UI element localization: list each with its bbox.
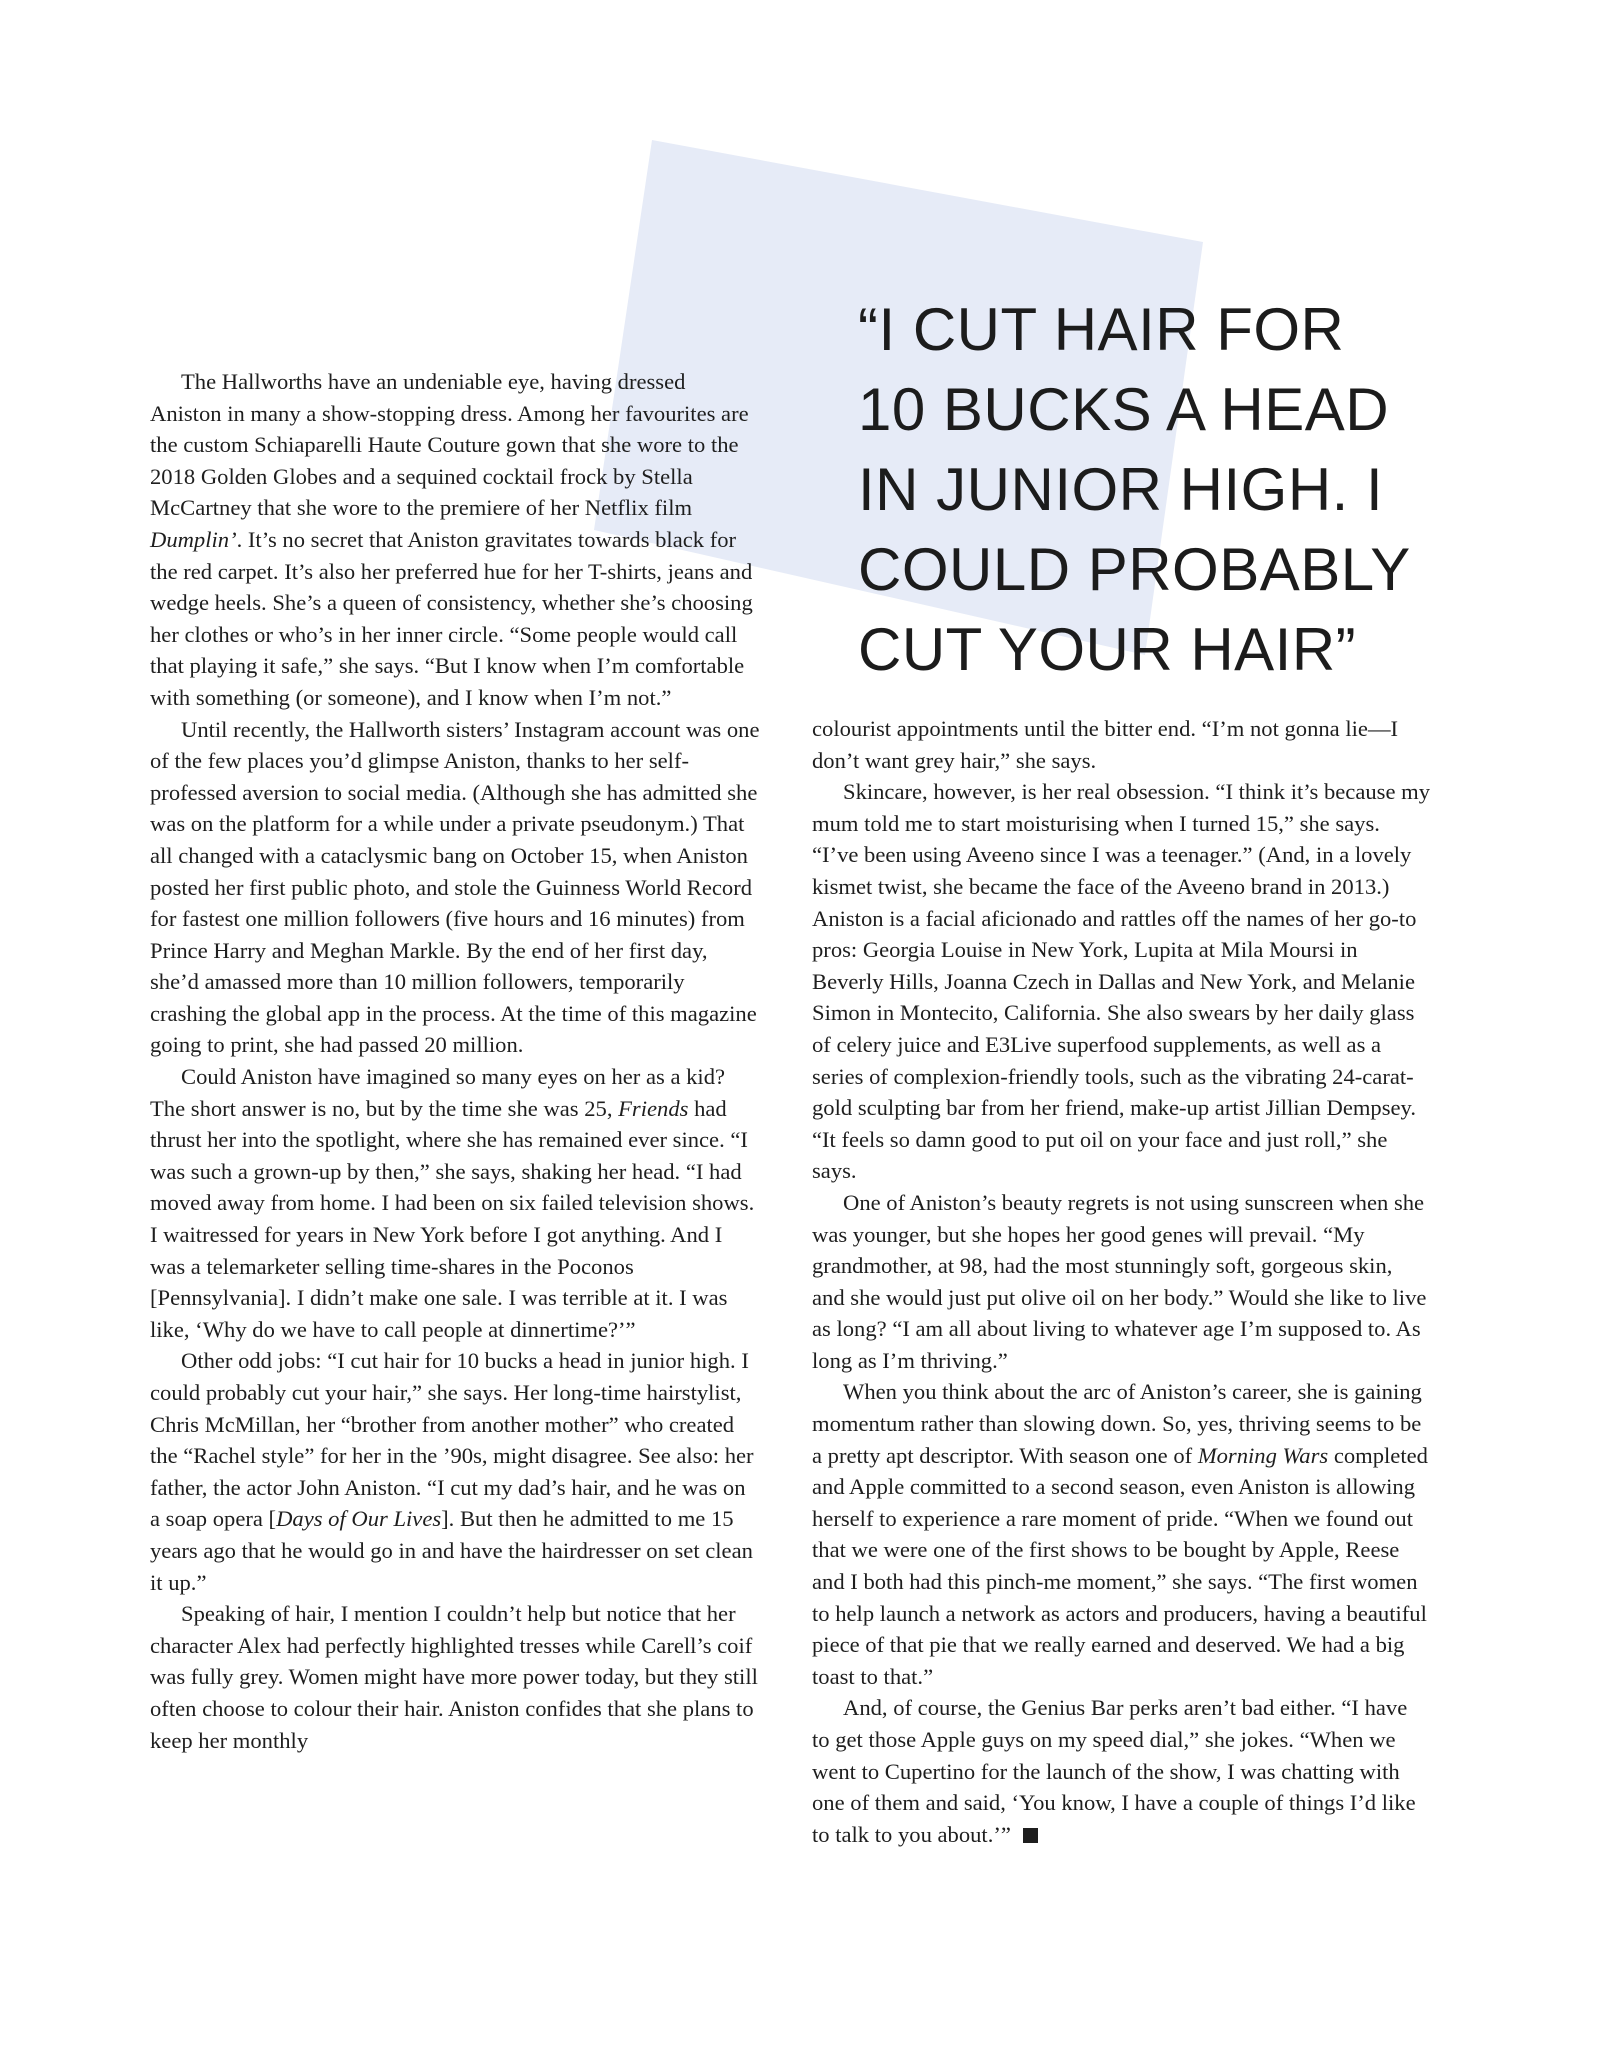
text-run: . It’s no secret that Aniston gravitates towards black for the red carpet. It’s also her preferred hue for her T-shirts, jeans and wedge heels. She’s a queen of consistency, whether she’s choosing her clothes or who’s in her inner circle. “Some people would call that playing it safe,” she says. “But I know when I’m comfortable with something (or someone), and I know when I’m not.” xyxy=(150,526,753,710)
text-run: And, of course, the Genius Bar perks aren’t bad either. “I have to get those Apple guys on my speed dial,” she jokes. “When we went to Cupertino for the launch of the show, I was chatting with one of them and said, ‘You know, I have a couple of things I’d like to talk to you about.’” xyxy=(812,1695,1416,1847)
pull-quote-line: COULD PROBABLY xyxy=(858,536,1411,603)
end-of-article-square xyxy=(1023,1828,1038,1843)
left-column xyxy=(150,366,760,1756)
text-run: completed and Apple committed to a second season, even Aniston is allowing herself to experience a rare moment of pride. “When we found out that we were one of the first shows to be bought by Apple, Reese and I both had this pinch-me moment,” she says. “The first women to help launch a network as actors and producers, having a beautiful piece of that pie that we really earned and deserved. We had a big toast to that.” xyxy=(812,1442,1428,1689)
pull-quote-line: 10 BUCKS A HEAD xyxy=(858,376,1390,443)
pull-quote-line: IN JUNIOR HIGH. I xyxy=(858,456,1384,523)
paragraph: Speaking of hair, I mention I couldn’t help but notice that her character Alex had perfectly highlighted tresses while Carell’s coif was fully grey. Women might have more power today, but they still often choose to colour their hair. Aniston confides that she plans to keep her monthly xyxy=(150,1601,758,1753)
text-run: Other odd jobs: “I cut hair for 10 bucks a head in junior high. I could probably cut your hair,” she says. Her long-time hairstylist, Chris McMillan, her “brother from another mother” who created the “Rachel style” for her in the ’90s, might disagree. See also: her father, the actor John Aniston. “I cut my dad’s hair, and he was on a soap opera [ xyxy=(150,1348,754,1532)
paragraph xyxy=(150,366,760,714)
paragraph xyxy=(150,1345,760,1598)
text-run: The Hallworths have an undeniable eye, having dressed Aniston in many a show-stopping dress. Among her favourites are the custom Schiaparelli Haute Couture gown that she wore to the 2018 Golden Globes and a sequined cocktail frock by Stella McCartney that she wore to the premiere of her Netflix film xyxy=(150,369,749,521)
paragraph: Skincare, however, is her real obsession. “I think it’s because my mum told me to start moisturising when I turned 15,” she says. “I’ve been using Aveeno since I was a teenager.” (And, in a lovely kismet twist, she became the face of the Aveeno brand in 2013.) Aniston is a facial aficionado and rattles off the names of her go-to pros: Georgia Louise in New York, Lupita at Mila Moursi in Beverly Hills, Joanna Czech in Dallas and New York, and Melanie Simon in Montecito, California. She also swears by her daily glass of celery juice and E3Live superfood supplements, as well as a series of complexion-friendly tools, such as the vibrating 24-carat-gold sculpting bar from her friend, make-up artist Jillian Dempsey. “It feels so damn good to put oil on your face and just roll,” she says. xyxy=(812,779,1430,1184)
paragraph xyxy=(812,1376,1430,1692)
pull-quote xyxy=(858,290,1478,690)
paragraph: Until recently, the Hallworth sisters’ Instagram account was one of the few places you’d glimpse Aniston, thanks to her self-professed aversion to social media. (Although she has admitted she was on the platform for a while under a private pseudonym.) That all changed with a cataclysmic bang on October 15, when Aniston posted her first public photo, and stole the Guinness World Record for fastest one million followers (five hours and 16 minutes) from Prince Harry and Meghan Markle. By the end of her first day, she’d amassed more than 10 million followers, temporarily crashing the global app in the process. At the time of this magazine going to print, she had passed 20 million. xyxy=(150,716,760,1058)
paragraph xyxy=(150,1061,760,1345)
text-run: Could Aniston have imagined so many eyes on her as a kid? The short answer is no, but by the time she was 25, xyxy=(150,1064,726,1121)
text-run: had thrust her into the spotlight, where she has remained ever since. “I was such a grown-up by then,” she says, shaking her head. “I had moved away from home. I had been on six failed television shows. I waitressed for years in New York before I got anything. And I was a telemarketer selling time-shares in the Poconos [Pennsylvania]. I didn’t make one sale. I was terrible at it. I was like, ‘Why do we have to call people at dinnertime?’” xyxy=(150,1095,755,1342)
paragraph: One of Aniston’s beauty regrets is not using sunscreen when she was younger, but she hopes her good genes will prevail. “My grandmother, at 98, had the most stunningly soft, gorgeous skin, and she would just put olive oil on her body.” Would she like to live as long? “I am all about living to whatever age I’m supposed to. As long as I’m thriving.” xyxy=(812,1189,1427,1373)
text-run: When you think about the arc of Aniston’s career, she is gaining momentum rather than slowing down. So, yes, thriving seems to be a pretty apt descriptor. With season one of xyxy=(812,1379,1422,1468)
paragraph: colourist appointments until the bitter end. “I’m not gonna lie—I don’t want grey hair,” she says. xyxy=(812,716,1399,773)
film-title: Dumplin’ xyxy=(150,526,237,552)
text-run: ]. But then he admitted to me 15 years ago that he would go in and have the hairdresser on set clean it up.” xyxy=(150,1506,753,1595)
show-title: Morning Wars xyxy=(1197,1442,1329,1468)
pull-quote-line: CUT YOUR HAIR” xyxy=(858,616,1357,683)
right-column xyxy=(812,713,1430,1850)
pull-quote-line: “I CUT HAIR FOR xyxy=(858,296,1345,363)
paragraph xyxy=(812,1692,1430,1850)
show-title: Friends xyxy=(618,1095,689,1121)
show-title: Days of Our Lives xyxy=(276,1506,442,1532)
